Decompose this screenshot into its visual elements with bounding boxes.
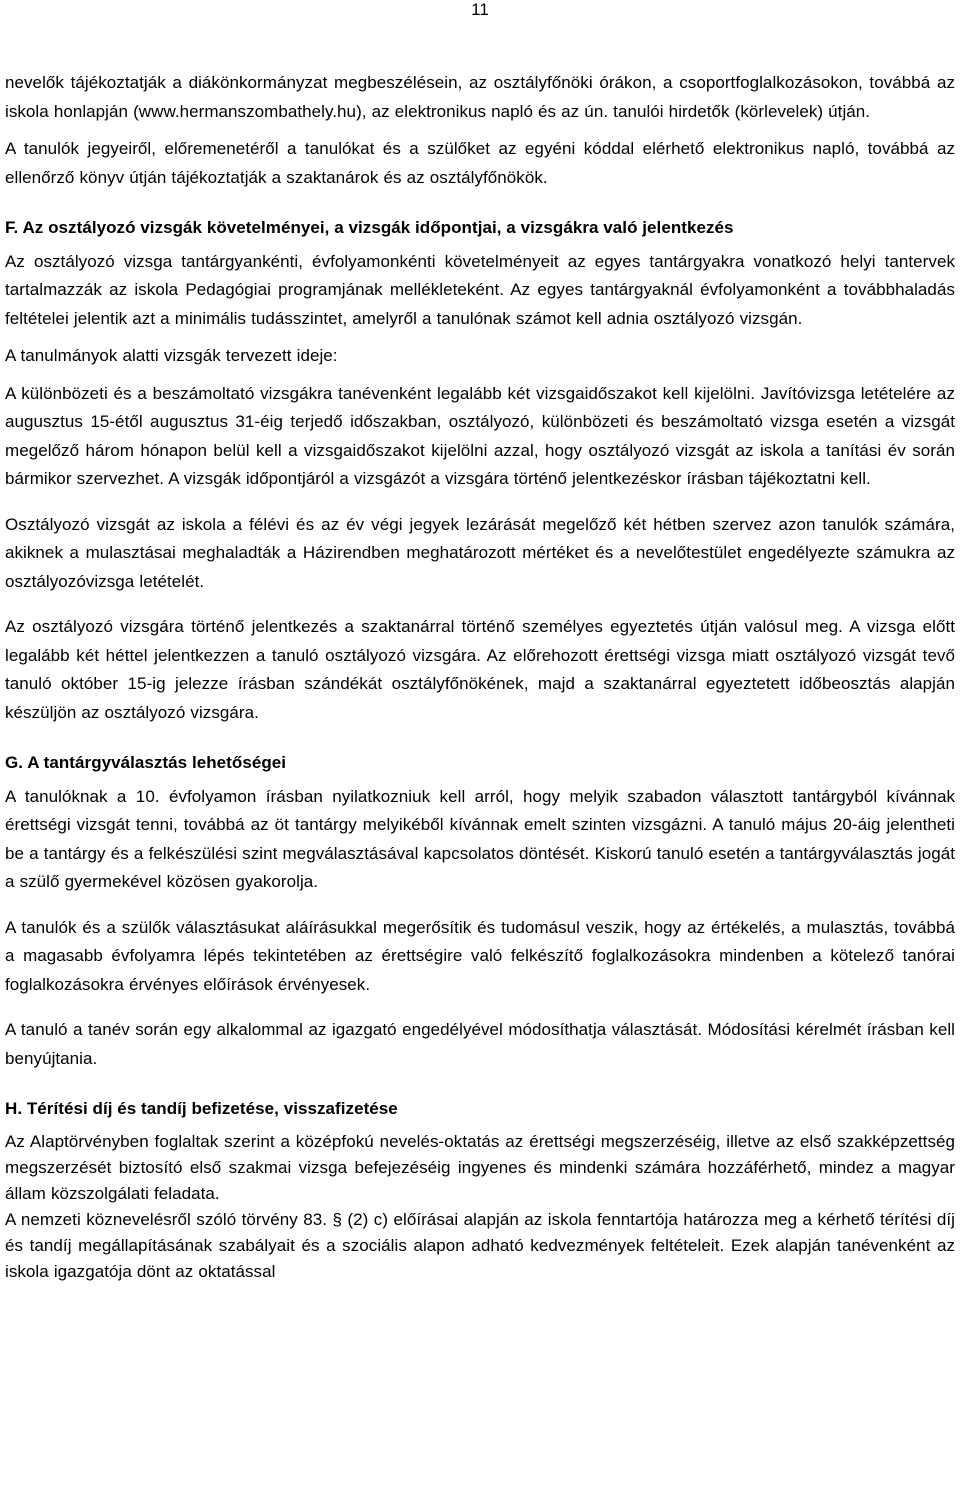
paragraph-jegyek-tajekoztatas: A tanulók jegyeiről, előremenetéről a tanulókat és a szülőket az egyéni kóddal elérhető elektronikus napló, továbbá az ellenőrző könyv útján tájékoztatják a szaktanárok és az osztályfőnökök. bbox=[5, 139, 955, 187]
paragraph-modositas: A tanuló a tanév során egy alkalommal az igazgató engedélyével módosíthatja választását. Módosítási kérelmét írásban kell benyújtania. bbox=[5, 1020, 955, 1068]
paragraph-tajekoztatas-csatornai: nevelők tájékoztatják a diákönkormányzat megbeszélésein, az osztályfőnöki órákon, a csoportfoglalkozásokon, továbbá az iskola honlapján (www.hermanszombathely.hu), az elektronikus napló és az ún. tanulói hirdetők (körlevelek) útján. bbox=[5, 73, 955, 121]
paragraph-alairas-megerosites: A tanulók és a szülők választásukat aláírásukkal megerősítik és tudomásul veszik, hogy az értékelés, a mulasztás, továbbá a magasabb évfolyamra lépés tekintetében az érettségire való felkészítő foglalkozásokra mindenben a kötelező tanórai foglalkozásokra érvényes előírások érvényesek. bbox=[5, 917, 955, 994]
paragraph-tantargyvalasztas: A tanulóknak a 10. évfolyamon írásban nyilatkozniuk kell arról, hogy melyik szabadon választott tantárgyból kívánnak érettségi vizsgát tenni, továbbá az öt tantárgy melyikéből kívánnak emelt szinten vizsgázni. A tanuló május 20-áig jelentheti be a tantárgy és a felkészülési szint megválasztásával kapcsolatos döntését. Kiskorú tanuló esetén a tantárgyválasztás jogát a szülő gyermekével közösen gyakorolja. bbox=[5, 786, 955, 891]
paragraph-osztalyozo-kovetelmenyek: Az osztályozó vizsga tantárgyankénti, évfolyamonkénti követelményeit az egyes tantárgyakra vonatkozó helyi tantervek tartalmazzák az iskola Pedagógiai programjának mellékleteként. Az egyes tantárgyaknál évfolyamonként a továbbhaladás feltételei jelentik azt a minimális tudásszintet, amelyről a tanulónak számot kell adnia osztályozó vizsgán. bbox=[5, 251, 955, 328]
paragraph-vizsgaidoszakok: A különbözeti és a beszámoltató vizsgákra tanévenként legalább két vizsgaidőszakot kell kijelölni. Javítóvizsga letételére az augusztus 15-étől augusztus 31-éig terjedő időszakban, osztályozó, különbözeti és beszámoltató vizsga esetén a vizsgát megelőző három hónapon belül kell a vizsgaidőszakot kijelölni azzal, hogy osztályozó vizsgát az iskola a tanítási év során bármikor szervezhet. A vizsgák időpontjáról a vizsgázót a vizsgára történő jelentkezéskor írásban tájékoztatni kell. bbox=[5, 383, 955, 488]
document-body bbox=[5, 69, 955, 1285]
paragraph-vizsgak-ideje-intro: A tanulmányok alatti vizsgák tervezett ideje: bbox=[5, 346, 338, 365]
paragraph-koznevelesi-torveny: A nemzeti köznevelésről szóló törvény 83. § (2) c) előírásai alapján az iskola fenntartója határozza meg a kérhető térítési díj és tandíj megállapításának szabályait és a szociális alapon adható kedvezmények feltételeit. Ezek alapján tanévenként az iskola igazgatója dönt az oktatással bbox=[5, 1209, 955, 1281]
page-number: 11 bbox=[471, 0, 489, 19]
section-heading-f: F. Az osztályozó vizsgák követelményei, a vizsgák időpontjai, a vizsgákra való jelentkezés bbox=[5, 218, 734, 237]
paragraph-osztalyozo-szervezes: Osztályozó vizsgát az iskola a félévi és az év végi jegyek lezárását megelőző két hétben szervez azon tanulók számára, akiknek a mulasztásai meghaladták a Házirendben meghatározott mértéket és a nevelőtestület engedélyezte számukra az osztályozóvizsga letételét. bbox=[5, 514, 955, 591]
paragraph-jelentkezes: Az osztályozó vizsgára történő jelentkezés a szaktanárral történő személyes egyeztetés útján valósul meg. A vizsga előtt legalább két héttel jelentkezzen a tanuló osztályozó vizsgára. Az előrehozott érettségi vizsga miatt osztályozó vizsgát tevő tanuló október 15-ig jelezze írásban szándékát osztályfőnökének, majd a szaktanárral egyeztetett időbeosztás alapján készüljön az osztályozó vizsgára. bbox=[5, 617, 955, 722]
paragraph-alaptorveny: Az Alaptörvényben foglaltak szerint a középfokú nevelés-oktatás az érettségi megszerzéséig, illetve az első szakképzettség megszerzését biztosító első szakmai vizsga befejezéséig ingyenes és mindenki számára hozzáférhető, mindez a magyar állam közszolgálati feladata. bbox=[5, 1131, 955, 1203]
section-heading-h: H. Térítési díj és tandíj befizetése, visszafizetése bbox=[5, 1099, 398, 1118]
section-heading-g: G. A tantárgyválasztás lehetőségei bbox=[5, 753, 287, 772]
